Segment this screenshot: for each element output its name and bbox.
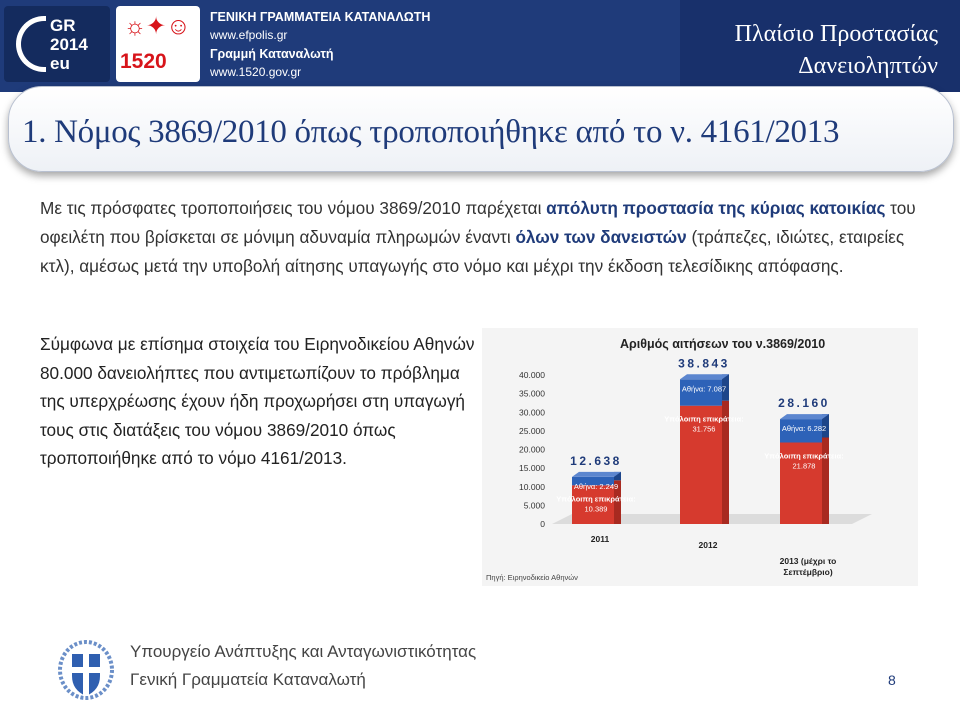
applications-chart: [482, 328, 918, 586]
category-label: 2011: [590, 534, 610, 544]
bar-top: [780, 414, 829, 419]
intro-text: Με τις πρόσφατες τροποποιήσεις του νόμου 3869/2010 παρέχεται: [40, 198, 547, 218]
gr-presidency-logo: [4, 6, 110, 82]
y-tick-label: 15.000: [519, 463, 545, 474]
category-label: 2013 (μέχρι το: [779, 556, 837, 566]
y-tick-label: 0: [540, 519, 545, 529]
logo-gr-line1: GR: [50, 16, 76, 35]
rest-data-value: 10.389: [584, 504, 608, 514]
greek-coat-of-arms-icon: [58, 640, 114, 704]
intro-text: (τράπεζες, ιδιώτες, εταιρείες κτλ), αμέσως μετά την υποβολή αίτησης υπαγωγής στο νόμο και μέχρι την έκδοση τελεσίδικης απόφασης.: [40, 227, 905, 276]
logo-gr-text: [50, 16, 88, 73]
bar-total-label: 12.638: [570, 453, 622, 468]
rest-data-label: Υπόλοιπη επικράτεια:: [556, 494, 636, 504]
bar-top: [680, 374, 729, 379]
bar-side-rest: [822, 438, 829, 524]
logo-gr-line2: 2014: [50, 35, 88, 54]
y-tick-label: 5.000: [523, 500, 545, 511]
bar-total-label: 28.160: [778, 396, 830, 411]
org-url[interactable]: www.efpolis.gr: [210, 28, 288, 42]
chart-source: Πηγή: Ειρηνοδικείο Αθηνών: [486, 573, 578, 582]
hotline-url[interactable]: www.1520.gov.gr: [210, 65, 302, 79]
side-paragraph: Σύμφωνα με επίσημα στοιχεία του Ειρηνοδικείου Αθηνών 80.000 δανειολήπτες που αντιμετωπίζουν το πρόβλημα της υπερχρέωσης έχουν ήδη προχωρήσει στη υπαγωγή τους στις διατάξεις του νόμου 3869/2010 όπως τροποποιήθηκε από το νόμο 4161/2013.: [40, 334, 475, 468]
org-title: ΓΕΝΙΚΗ ΓΡΑΜΜΑΤΕΙΑ ΚΑΤΑΝΑΛΩΤΗ: [210, 10, 431, 24]
hotline-label: Γραμμή Καταναλωτή: [210, 47, 334, 61]
page-number: 8: [888, 672, 896, 688]
framework-line2: Δανειοληπτών: [798, 53, 938, 79]
chart-svg: [482, 328, 918, 586]
intro-emphasis: όλων των δανειστών: [515, 227, 687, 247]
rest-data-value: 31.756: [692, 424, 716, 434]
y-tick-label: 10.000: [519, 481, 545, 492]
category-label-line2: Σεπτέμβριο): [783, 567, 833, 577]
framework-title: [735, 18, 938, 82]
efpolis-figures-icon: ☼✦☺: [124, 13, 191, 40]
bar-top: [572, 472, 621, 477]
intro-text: του οφειλέτη που βρίσκεται σε μόνιμη αδυναμία πληρωμών έναντι: [40, 198, 916, 247]
logo-gr-line3: eu: [50, 54, 70, 73]
rest-data-label: Υπόλοιπη επικράτεια:: [764, 451, 844, 461]
slide-title: 1. Νόμος 3869/2010 όπως τροποποιήθηκε από το ν. 4161/2013: [22, 114, 840, 150]
bar-total-label: 38.843: [678, 356, 730, 371]
rest-data-label: Υπόλοιπη επικράτεια:: [664, 414, 744, 424]
logo-arc-icon: [16, 16, 46, 72]
footer-secretariat: Γενική Γραμματεία Καταναλωτή: [130, 670, 366, 689]
y-tick-label: 20.000: [519, 444, 545, 455]
athens-data-label: Αθήνα: 2.249: [573, 481, 619, 491]
y-tick-label: 40.000: [519, 370, 545, 380]
intro-emphasis: απόλυτη προστασία της κύριας κατοικίας: [546, 198, 886, 218]
chart-title: Αριθμός αιτήσεων του ν.3869/2010: [620, 337, 826, 351]
header: [0, 0, 960, 175]
athens-data-label: Αθήνα: 6.282: [781, 424, 827, 434]
footer-ministry: Υπουργείο Ανάπτυξης και Ανταγωνιστικότητας: [130, 642, 477, 661]
intro-paragraph: [40, 194, 920, 281]
y-tick-label: 25.000: [519, 425, 545, 436]
category-label: 2012: [698, 540, 718, 550]
rest-data-value: 21.878: [792, 461, 816, 471]
y-tick-label: 30.000: [519, 407, 545, 418]
hotline-number: 1520: [120, 50, 167, 73]
y-tick-label: 35.000: [519, 388, 545, 399]
athens-data-label: Αθήνα: 7.087: [681, 384, 727, 394]
framework-line1: Πλαίσιο Προστασίας: [734, 21, 938, 47]
